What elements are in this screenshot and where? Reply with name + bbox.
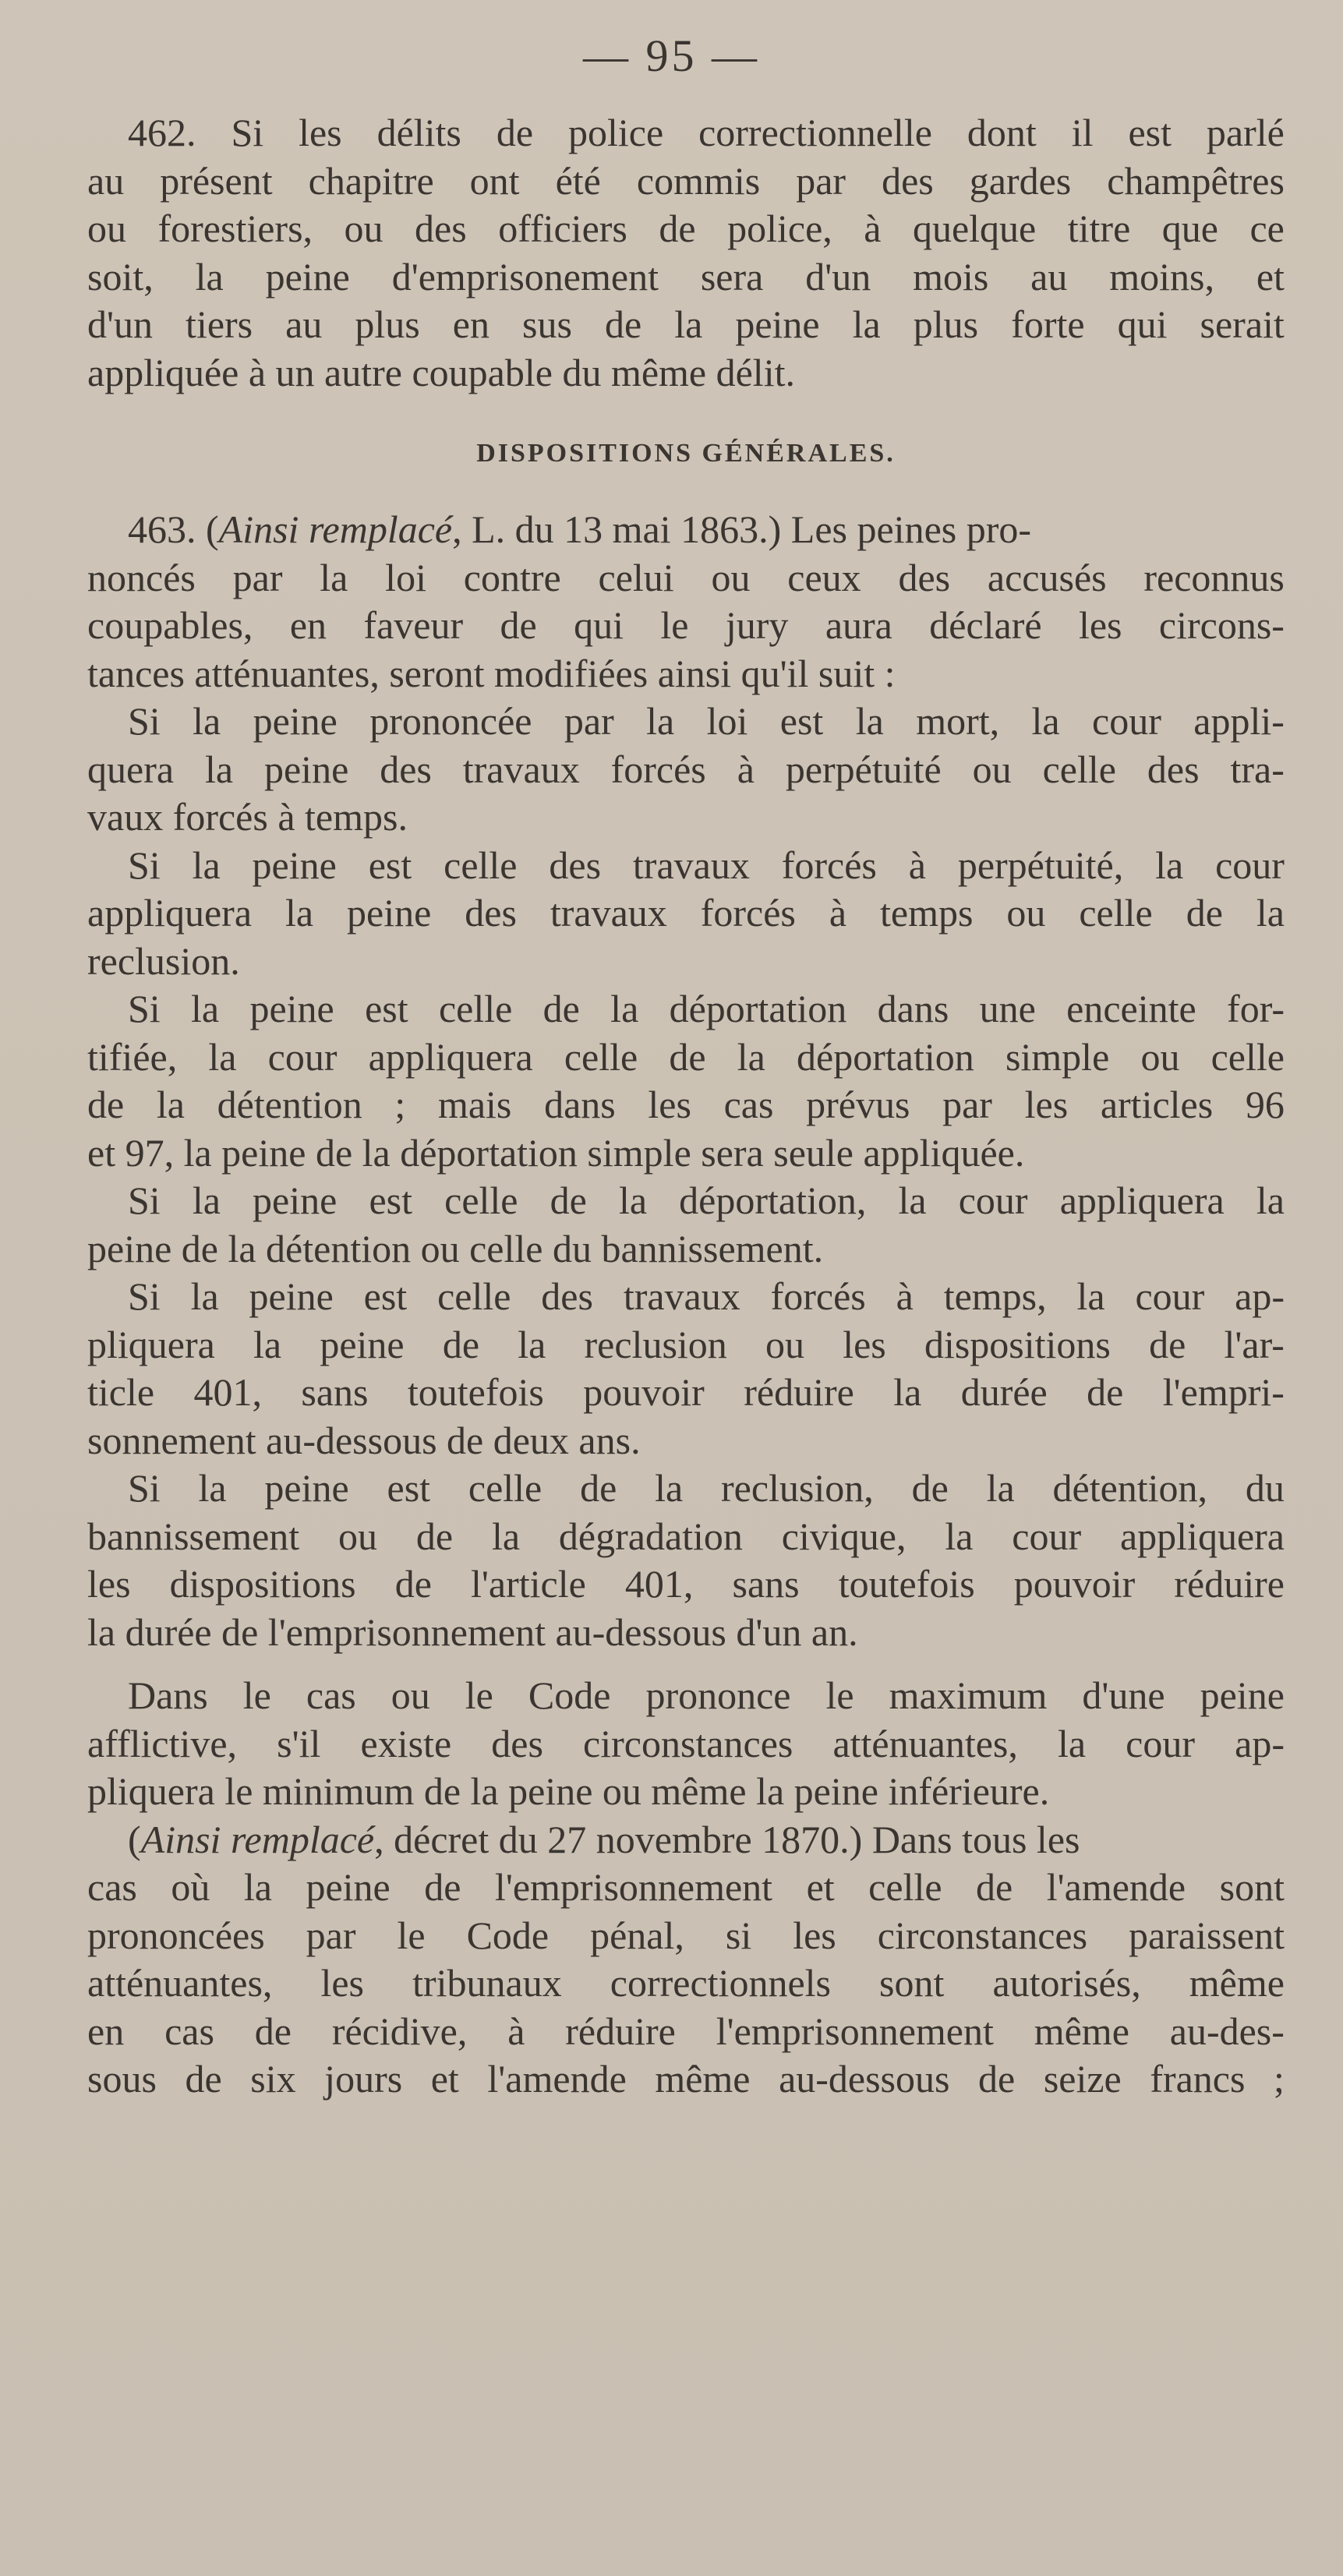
text-line: vaux forcés à temps. [87, 795, 408, 839]
text-line: bannissement ou de la dégradation civique, la cour appliquera [87, 1514, 1285, 1558]
text-line: Si la peine est celle de la reclusion, de la détention, du [128, 1466, 1285, 1510]
text-line: (Ainsi remplacé, décret du 27 novembre 1870.) Dans tous les [128, 1817, 1080, 1861]
text-line: les dispositions de l'article 401, sans toutefois pouvoir réduire [87, 1562, 1285, 1606]
text-line: cas où la peine de l'emprisonnement et celle de l'amende sont [87, 1865, 1285, 1909]
text-line: afflictive, s'il existe des circonstances atténuantes, la cour ap- [87, 1721, 1285, 1765]
text-line: peine de la détention ou celle du bannissement. [87, 1226, 824, 1270]
text-line: Si la peine est celle des travaux forcés à perpétuité, la cour [128, 843, 1285, 887]
text-line: Si la peine prononcée par la loi est la mort, la cour appli- [128, 699, 1285, 743]
article-number: 463. (Ainsi remplacé, L. du 13 mai 1863.) Les peines pro- [128, 507, 1032, 551]
paragraph [87, 1816, 1285, 2104]
text-line: 462. Si les délits de police correctionnelle dont il est parlé [128, 111, 1285, 154]
article-463 [87, 506, 1285, 698]
amendment-note: Ainsi remplacé [140, 1817, 375, 1861]
text-line [87, 506, 1285, 554]
paragraph [87, 985, 1285, 1177]
paragraph [87, 1177, 1285, 1273]
paragraph [87, 1465, 1285, 1656]
text-line: reclusion. [87, 938, 240, 983]
amendment-note: Ainsi remplacé [218, 507, 453, 551]
text-line: soit, la peine d'emprisonement sera d'un mois au moins, et [87, 254, 1285, 299]
text-line: en cas de récidive, à réduire l'emprisonnement même au-des- [87, 2009, 1285, 2053]
paragraph [87, 1672, 1285, 1816]
text-line: Dans le cas ou le Code prononce le maximum d'une peine [128, 1673, 1285, 1717]
text-line: quera la peine des travaux forcés à perpétuité ou celle des tra- [87, 747, 1285, 791]
text-line: et 97, la peine de la déportation simple sera seule appliquée. [87, 1130, 1025, 1175]
text-line: Si la peine est celle de la déportation dans une enceinte for- [128, 987, 1285, 1030]
text-line: prononcées par le Code pénal, si les circonstances paraissent [87, 1913, 1285, 1957]
text-line: ou forestiers, ou des officiers de police, à quelque titre que ce [87, 207, 1285, 250]
text-line: coupables, en faveur de qui le jury aura déclaré les circons- [87, 603, 1285, 647]
page-number: — 95 — [583, 30, 760, 81]
paragraph [87, 842, 1285, 986]
text-line: sous de six jours et l'amende même au-dessous de seize francs ; [87, 2057, 1285, 2101]
text-line: tances atténuantes, seront modifiées ainsi qu'il suit : [87, 651, 896, 695]
text-line: au présent chapitre ont été commis par des gardes champêtres [87, 158, 1285, 203]
page-body [87, 109, 1285, 2104]
text-line: appliquera la peine des travaux forcés à temps ou celle de la [87, 891, 1285, 935]
text-line: de la détention ; mais dans les cas prévus par les articles 96 [87, 1083, 1285, 1126]
text-line: sonnement au-dessous de deux ans. [87, 1418, 641, 1462]
text-line: la durée de l'emprisonnement au-dessous d'un an. [87, 1610, 858, 1654]
text-line: d'un tiers au plus en sus de la peine la plus forte qui serait [87, 302, 1285, 346]
text-line: tifiée, la cour appliquera celle de la déportation simple ou celle [87, 1034, 1285, 1079]
text-line: atténuantes, les tribunaux correctionnels sont autorisés, même [87, 1961, 1285, 2005]
text-line: pliquera la peine de la reclusion ou les dispositions de l'ar- [87, 1322, 1285, 1366]
section-heading: DISPOSITIONS GÉNÉRALES. [476, 439, 896, 468]
text-line: Si la peine est celle de la déportation, la cour appliquera la [128, 1178, 1285, 1222]
text-line: ticle 401, sans toutefois pouvoir réduire la durée de l'empri- [87, 1370, 1285, 1414]
text-line: appliquée à un autre coupable du même délit. [87, 350, 795, 394]
article-462 [87, 109, 1285, 397]
paragraph [87, 1273, 1285, 1465]
paragraph [87, 698, 1285, 842]
text-line: noncés par la loi contre celui ou ceux des accusés reconnus [87, 555, 1285, 599]
text-line: Si la peine est celle des travaux forcés à temps, la cour ap- [128, 1274, 1285, 1318]
paragraph-spacer [87, 1656, 1285, 1672]
text-line: pliquera le minimum de la peine ou même la peine inférieure. [87, 1769, 1050, 1813]
